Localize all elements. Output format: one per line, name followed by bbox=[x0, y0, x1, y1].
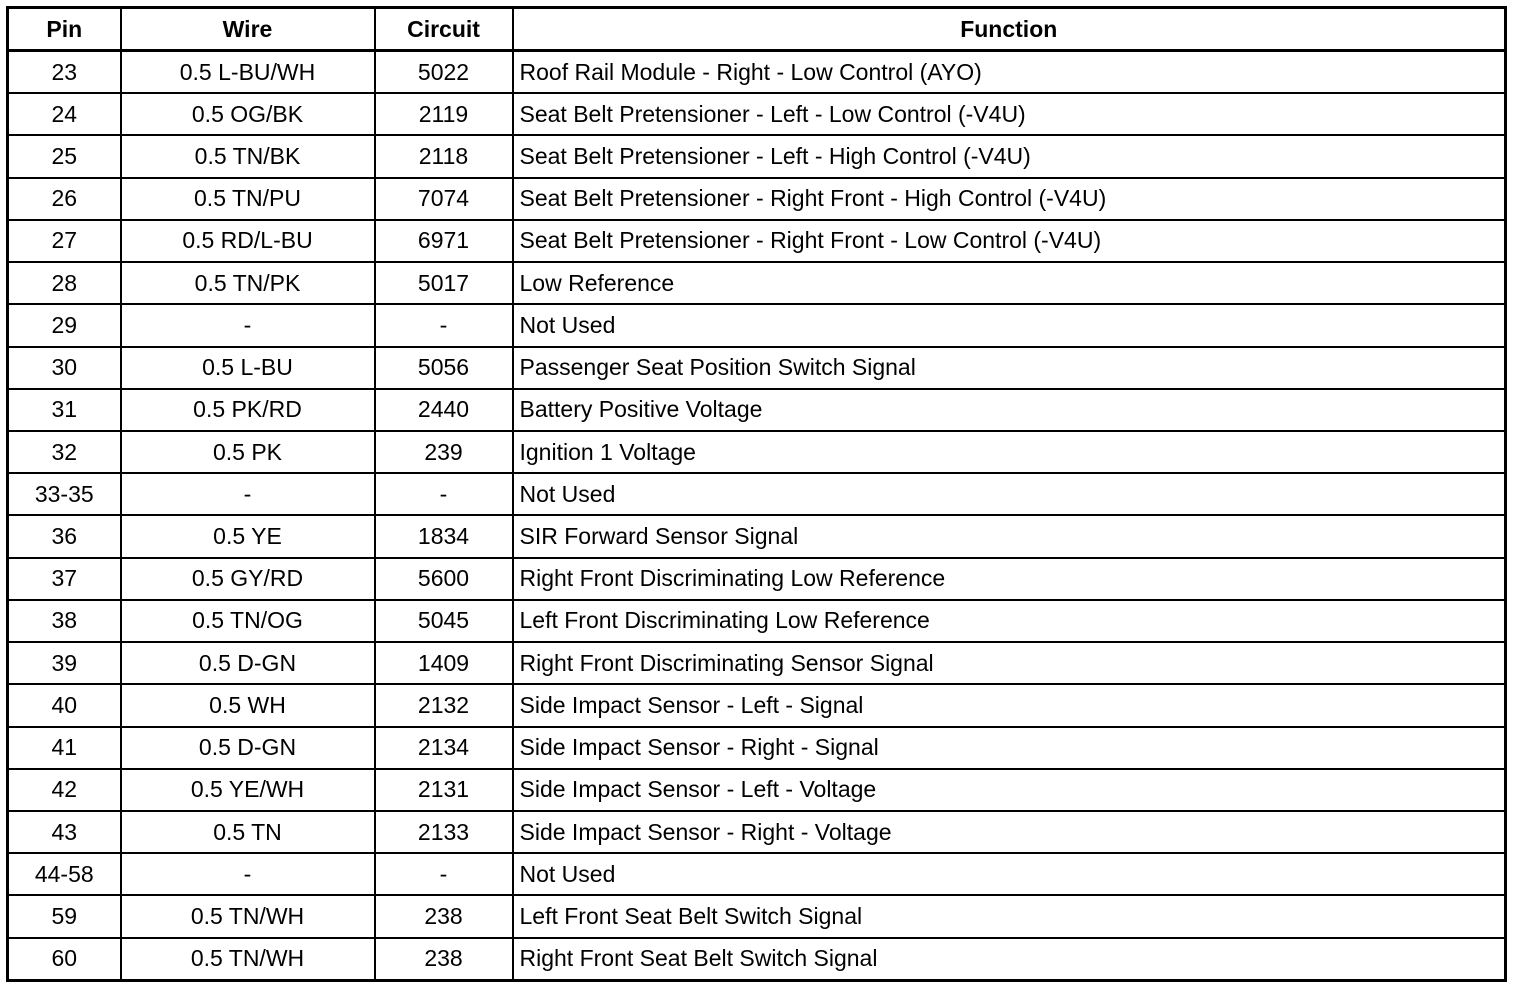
cell-wire: 0.5 TN/WH bbox=[121, 895, 375, 937]
cell-function: Left Front Discriminating Low Reference bbox=[513, 600, 1506, 642]
cell-wire: 0.5 TN/BK bbox=[121, 135, 375, 177]
cell-circuit: 5045 bbox=[375, 600, 513, 642]
table-row bbox=[8, 938, 1506, 981]
cell-function: Right Front Seat Belt Switch Signal bbox=[513, 938, 1506, 981]
cell-function: Seat Belt Pretensioner - Right Front - High Control (-V4U) bbox=[513, 178, 1506, 220]
cell-function: Not Used bbox=[513, 304, 1506, 346]
cell-circuit: 6971 bbox=[375, 220, 513, 262]
cell-circuit: 2119 bbox=[375, 93, 513, 135]
cell-function: Side Impact Sensor - Right - Signal bbox=[513, 727, 1506, 769]
header-circuit: Circuit bbox=[375, 8, 513, 51]
cell-pin: 28 bbox=[8, 262, 121, 304]
table-row bbox=[8, 684, 1506, 726]
cell-function: Not Used bbox=[513, 473, 1506, 515]
table-row bbox=[8, 895, 1506, 937]
cell-pin: 25 bbox=[8, 135, 121, 177]
cell-wire: 0.5 PK bbox=[121, 431, 375, 473]
cell-wire: 0.5 TN/PU bbox=[121, 178, 375, 220]
cell-circuit: 2133 bbox=[375, 811, 513, 853]
cell-wire: 0.5 YE/WH bbox=[121, 769, 375, 811]
cell-function: Seat Belt Pretensioner - Right Front - Low Control (-V4U) bbox=[513, 220, 1506, 262]
cell-pin: 37 bbox=[8, 558, 121, 600]
cell-wire: 0.5 GY/RD bbox=[121, 558, 375, 600]
cell-wire: 0.5 D-GN bbox=[121, 727, 375, 769]
cell-pin: 23 bbox=[8, 51, 121, 94]
cell-circuit: 1409 bbox=[375, 642, 513, 684]
table-row bbox=[8, 93, 1506, 135]
cell-circuit: 2440 bbox=[375, 389, 513, 431]
cell-pin: 24 bbox=[8, 93, 121, 135]
table-row bbox=[8, 51, 1506, 94]
cell-circuit: 2118 bbox=[375, 135, 513, 177]
table-row bbox=[8, 347, 1506, 389]
cell-function: Side Impact Sensor - Left - Signal bbox=[513, 684, 1506, 726]
table-row bbox=[8, 769, 1506, 811]
cell-circuit: 2131 bbox=[375, 769, 513, 811]
cell-function: Ignition 1 Voltage bbox=[513, 431, 1506, 473]
table-row bbox=[8, 811, 1506, 853]
cell-circuit: 5056 bbox=[375, 347, 513, 389]
cell-pin: 36 bbox=[8, 515, 121, 557]
cell-function: Right Front Discriminating Sensor Signal bbox=[513, 642, 1506, 684]
cell-pin: 32 bbox=[8, 431, 121, 473]
cell-function: Low Reference bbox=[513, 262, 1506, 304]
cell-pin: 42 bbox=[8, 769, 121, 811]
cell-circuit: 238 bbox=[375, 895, 513, 937]
table-row bbox=[8, 473, 1506, 515]
cell-wire: 0.5 PK/RD bbox=[121, 389, 375, 431]
table-row bbox=[8, 853, 1506, 895]
cell-wire: 0.5 RD/L-BU bbox=[121, 220, 375, 262]
table-row bbox=[8, 515, 1506, 557]
table-row bbox=[8, 600, 1506, 642]
cell-function: Left Front Seat Belt Switch Signal bbox=[513, 895, 1506, 937]
cell-circuit: 238 bbox=[375, 938, 513, 981]
cell-wire: 0.5 WH bbox=[121, 684, 375, 726]
cell-pin: 30 bbox=[8, 347, 121, 389]
cell-wire: - bbox=[121, 304, 375, 346]
cell-function: Seat Belt Pretensioner - Left - Low Control (-V4U) bbox=[513, 93, 1506, 135]
cell-function: Passenger Seat Position Switch Signal bbox=[513, 347, 1506, 389]
cell-pin: 39 bbox=[8, 642, 121, 684]
cell-circuit: 2134 bbox=[375, 727, 513, 769]
connector-pinout-table bbox=[6, 6, 1507, 982]
cell-pin: 60 bbox=[8, 938, 121, 981]
cell-function: Side Impact Sensor - Left - Voltage bbox=[513, 769, 1506, 811]
cell-wire: 0.5 YE bbox=[121, 515, 375, 557]
cell-pin: 29 bbox=[8, 304, 121, 346]
table-row bbox=[8, 304, 1506, 346]
cell-pin: 31 bbox=[8, 389, 121, 431]
cell-circuit: 5022 bbox=[375, 51, 513, 94]
table-row bbox=[8, 178, 1506, 220]
cell-pin: 38 bbox=[8, 600, 121, 642]
table-row bbox=[8, 220, 1506, 262]
cell-pin: 44-58 bbox=[8, 853, 121, 895]
cell-pin: 43 bbox=[8, 811, 121, 853]
cell-circuit: 2132 bbox=[375, 684, 513, 726]
cell-circuit: 5600 bbox=[375, 558, 513, 600]
cell-function: Roof Rail Module - Right - Low Control (AYO) bbox=[513, 51, 1506, 94]
table-row bbox=[8, 642, 1506, 684]
cell-function: SIR Forward Sensor Signal bbox=[513, 515, 1506, 557]
cell-wire: 0.5 TN/OG bbox=[121, 600, 375, 642]
table-row bbox=[8, 727, 1506, 769]
cell-function: Side Impact Sensor - Right - Voltage bbox=[513, 811, 1506, 853]
table-row bbox=[8, 389, 1506, 431]
table-row bbox=[8, 558, 1506, 600]
cell-wire: - bbox=[121, 473, 375, 515]
table-row bbox=[8, 262, 1506, 304]
cell-pin: 40 bbox=[8, 684, 121, 726]
cell-circuit: - bbox=[375, 473, 513, 515]
cell-circuit: 1834 bbox=[375, 515, 513, 557]
header-pin: Pin bbox=[8, 8, 121, 51]
header-wire: Wire bbox=[121, 8, 375, 51]
cell-pin: 26 bbox=[8, 178, 121, 220]
cell-wire: 0.5 TN/PK bbox=[121, 262, 375, 304]
cell-wire: 0.5 TN/WH bbox=[121, 938, 375, 981]
cell-circuit: 5017 bbox=[375, 262, 513, 304]
table-row bbox=[8, 431, 1506, 473]
cell-wire: - bbox=[121, 853, 375, 895]
table-row bbox=[8, 135, 1506, 177]
table-body bbox=[8, 51, 1506, 981]
cell-wire: 0.5 OG/BK bbox=[121, 93, 375, 135]
cell-wire: 0.5 L-BU bbox=[121, 347, 375, 389]
cell-circuit: - bbox=[375, 853, 513, 895]
cell-wire: 0.5 L-BU/WH bbox=[121, 51, 375, 94]
cell-circuit: 7074 bbox=[375, 178, 513, 220]
cell-function: Battery Positive Voltage bbox=[513, 389, 1506, 431]
cell-function: Right Front Discriminating Low Reference bbox=[513, 558, 1506, 600]
cell-circuit: - bbox=[375, 304, 513, 346]
cell-wire: 0.5 D-GN bbox=[121, 642, 375, 684]
cell-function: Not Used bbox=[513, 853, 1506, 895]
cell-pin: 59 bbox=[8, 895, 121, 937]
cell-circuit: 239 bbox=[375, 431, 513, 473]
cell-pin: 41 bbox=[8, 727, 121, 769]
cell-pin: 33-35 bbox=[8, 473, 121, 515]
cell-function: Seat Belt Pretensioner - Left - High Control (-V4U) bbox=[513, 135, 1506, 177]
header-function: Function bbox=[513, 8, 1506, 51]
table-header-row bbox=[8, 8, 1506, 51]
cell-wire: 0.5 TN bbox=[121, 811, 375, 853]
cell-pin: 27 bbox=[8, 220, 121, 262]
